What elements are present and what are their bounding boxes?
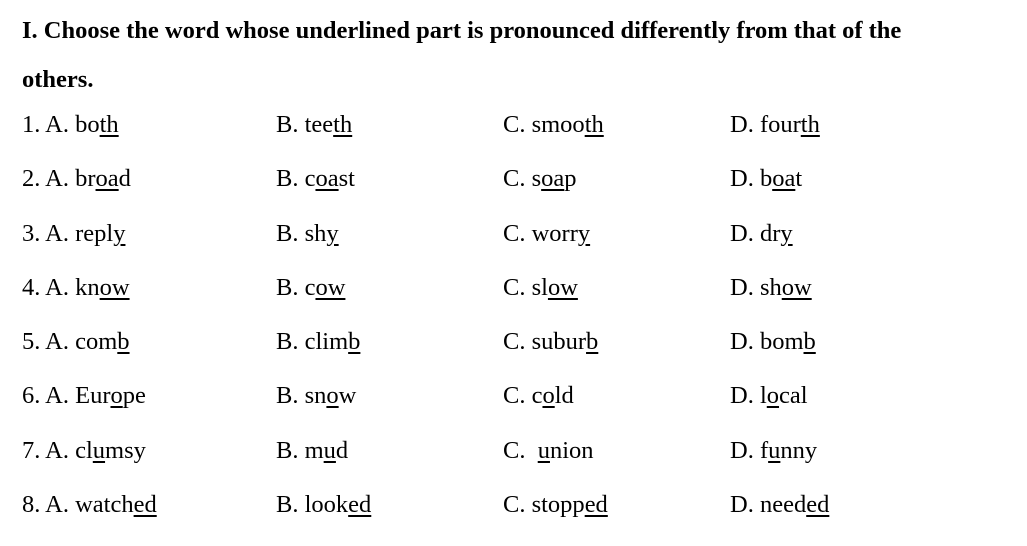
word-part: b [759,165,773,193]
option-a [22,219,125,249]
option-letter: D. [730,273,754,301]
underlined-part: o [110,382,123,410]
option-letter: B. [276,165,299,193]
word-part: l [759,382,767,410]
word-part: nny [780,436,818,464]
underlined-part: y [326,219,339,247]
option-letter: B. [276,273,299,301]
option-letter: A. [45,273,69,301]
word-part: cl [75,436,93,464]
underlined-part: y [113,219,126,247]
word-part: sh [759,273,782,301]
question-row [0,98,1027,152]
word-part: nion [549,436,594,464]
word-part: d [335,436,349,464]
underlined-part: th [800,111,820,138]
option-d [730,436,817,466]
word-part: smoo [531,111,585,138]
option-a [22,327,130,357]
word-part: stopp [531,491,585,519]
word-part: br [75,165,96,193]
option-letter: D. [730,111,754,138]
word-part: bo [75,111,100,138]
word-part: w [338,382,357,410]
word-part: bom [759,328,804,356]
option-letter: D. [730,491,754,519]
word-part: need [759,491,807,519]
option-letter: A. [45,219,69,247]
underlined-part: b [586,328,599,356]
word-part: ld [554,382,574,410]
word-part: kn [75,273,100,301]
underlined-part: ed [348,491,372,519]
option-c [503,273,578,303]
question-number: 6. [22,382,41,410]
option-d [730,164,802,194]
question-row [0,315,1027,369]
question-number: 5. [22,328,41,356]
word-part: pe [122,382,146,410]
option-letter: C. [503,382,526,410]
option-letter: A. [45,491,69,519]
underlined-part: u [323,436,336,464]
word-part: four [759,111,801,138]
question-number: 8. [22,491,41,519]
option-a [22,436,146,466]
underlined-part: ow [99,273,130,301]
option-c [503,110,604,140]
option-a [22,164,131,194]
underlined-part: y [577,219,591,247]
option-b [276,219,339,249]
word-part: worr [531,219,578,247]
underlined-part: u [537,436,550,464]
word-part: t [795,165,803,193]
option-a [22,490,157,520]
option-letter: B. [276,491,299,519]
word-part: watch [75,491,134,519]
word-part: s [531,165,542,193]
word-part: d [118,165,131,193]
option-c [503,219,590,249]
underlined-part: o [326,382,339,410]
question-row [0,261,1027,315]
option-letter: B. [276,382,299,410]
word-part: m [304,436,324,464]
word-part: Eur [75,382,111,410]
option-c [503,436,594,466]
option-letter: B. [276,219,299,247]
underlined-part: u [92,436,106,464]
word-part: st [338,165,355,193]
exercise-title-line-2: others. [22,66,94,93]
question-list [0,98,1027,532]
word-part: look [304,491,349,519]
question-row [0,478,1027,532]
underlined-part: th [333,111,353,138]
word-part: subur [531,328,587,356]
word-part: c [531,382,543,410]
underlined-part: oa [95,165,119,193]
underlined-part: oa [315,165,339,193]
question-number: 7. [22,436,41,464]
word-part: dr [759,219,781,247]
option-b [276,381,356,411]
option-d [730,490,829,520]
option-d [730,219,793,249]
option-letter: D. [730,328,754,356]
question-number: 2. [22,165,41,193]
underlined-part: oa [541,165,565,193]
option-b [276,273,345,303]
underlined-part: ow [781,273,812,301]
option-letter: C. [503,165,526,193]
option-b [276,164,355,194]
option-a [22,110,119,140]
question-number: 3. [22,219,41,247]
exercise-title-line-1: I. Choose the word whose underlined part is pronounced differently from that of the [22,17,902,44]
underlined-part: o [766,382,780,410]
option-letter: A. [45,328,69,356]
underlined-part: ed [806,491,830,519]
word-part: p [564,165,577,193]
option-c [503,490,608,520]
option-c [503,164,577,194]
option-letter: D. [730,382,754,410]
option-d [730,273,812,303]
word-part: cal [779,382,808,410]
word-part: repl [75,219,114,247]
option-letter: D. [730,219,754,247]
word-part: sl [531,273,548,301]
word-part: sn [304,382,327,410]
word-part: msy [105,436,146,464]
underlined-part: th [584,111,604,138]
option-letter: C. [503,491,526,519]
question-row [0,152,1027,206]
question-row [0,424,1027,478]
underlined-part: oa [772,165,796,193]
word-part: c [304,273,316,301]
option-letter: B. [276,111,299,138]
word-part: clim [304,328,349,356]
question-row [0,369,1027,423]
option-b [276,436,348,466]
word-part: com [75,328,118,356]
option-letter: A. [45,111,69,138]
question-row [0,207,1027,261]
option-letter: D. [730,165,754,193]
option-letter: C. [503,111,526,138]
exercise-heading [22,6,1022,104]
option-letter: A. [45,436,69,464]
option-d [730,110,820,140]
option-b [276,110,352,140]
underlined-part: o [542,382,555,410]
option-letter: C. [503,219,526,247]
underlined-part: b [117,328,130,356]
underlined-part: b [803,328,816,356]
word-part: c [304,165,316,193]
word-part: tee [304,111,334,138]
option-d [730,381,808,411]
option-letter: A. [45,165,69,193]
option-a [22,273,130,303]
option-b [276,490,371,520]
option-d [730,327,816,357]
underlined-part: ow [315,273,346,301]
option-a [22,381,146,411]
word-part: f [759,436,769,464]
underlined-part: ow [547,273,578,301]
underlined-part: u [768,436,781,464]
option-letter: C. [503,436,526,464]
option-letter: C. [503,328,526,356]
option-letter: C. [503,273,526,301]
underlined-part: b [348,328,361,356]
option-letter: A. [45,382,69,410]
option-letter: D. [730,436,754,464]
underlined-part: y [780,219,793,247]
question-number: 1. [22,111,41,138]
underlined-part: ed [584,491,608,519]
option-b [276,327,360,357]
option-c [503,327,598,357]
underlined-part: th [99,111,119,138]
option-letter: B. [276,436,299,464]
option-letter: B. [276,328,299,356]
option-c [503,381,574,411]
underlined-part: ed [133,491,157,519]
word-part: sh [304,219,327,247]
question-number: 4. [22,273,41,301]
